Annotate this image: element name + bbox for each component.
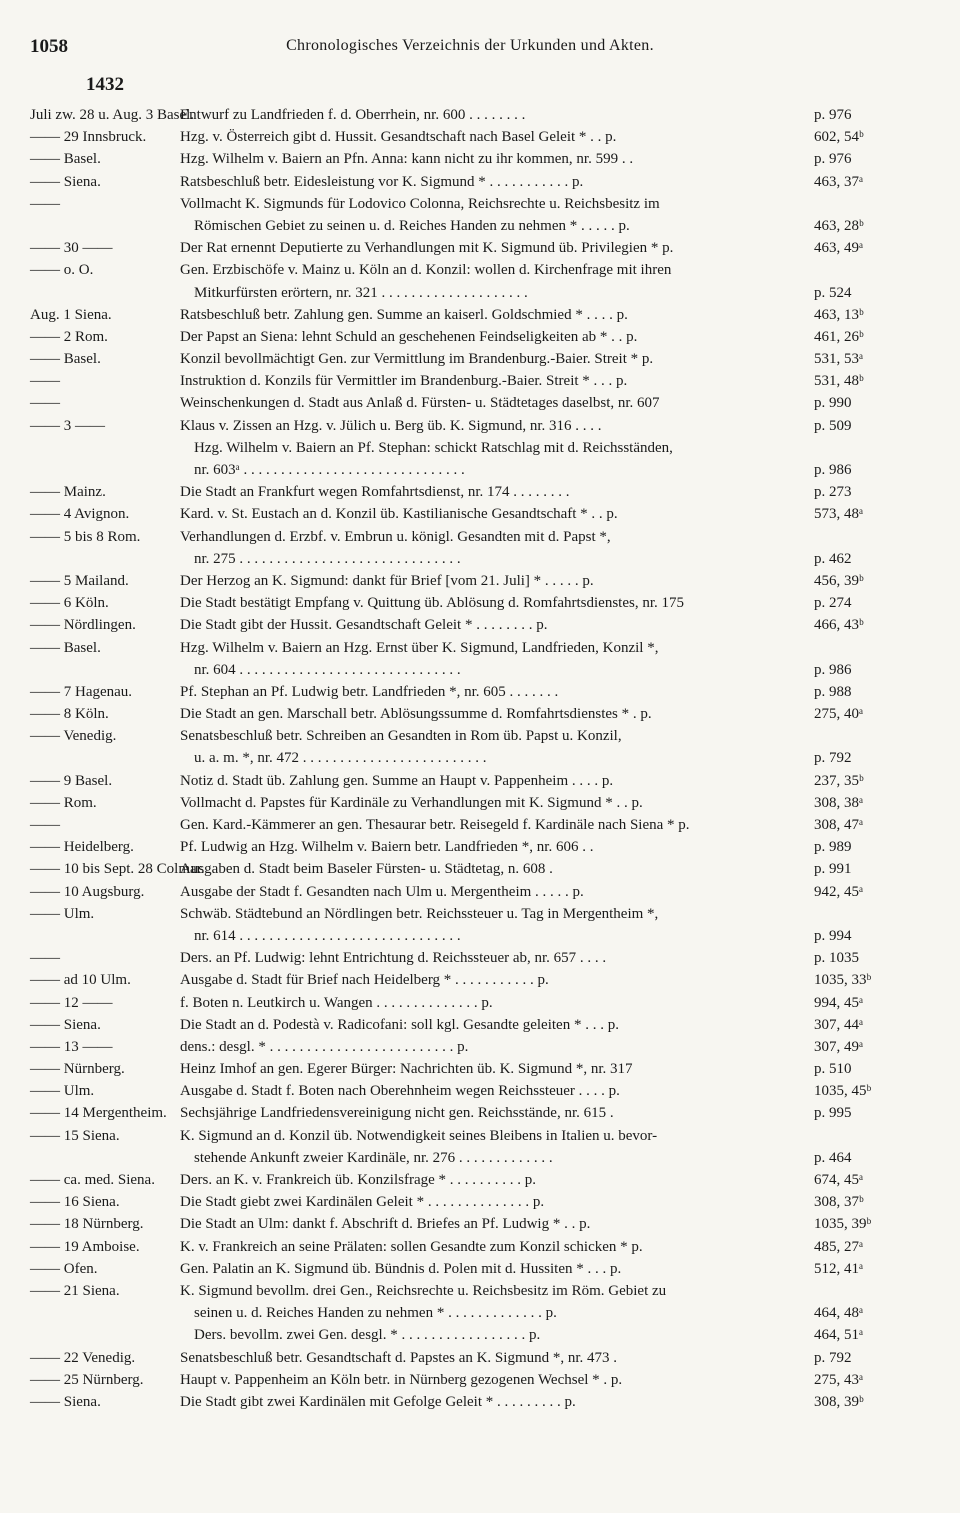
entry-text: Notiz d. Stadt üb. Zahlung gen. Summe an Haupt v. Pappenheim . . . . p. (180, 772, 614, 789)
entry-text: Pf. Stephan an Pf. Ludwig betr. Landfrieden *, nr. 605 . . . . . . . (180, 683, 559, 700)
list-item (30, 858, 910, 880)
list-item (30, 1236, 910, 1258)
entry-page-ref: 994, 45ᵃ (814, 994, 864, 1011)
entry-list (30, 104, 910, 1413)
entry-text: Hzg. Wilhelm v. Baiern an Pfn. Anna: kann nicht zu ihr kommen, nr. 599 . . (180, 151, 634, 168)
entry-text: Gen. Erzbischöfe v. Mainz u. Köln an d. Konzil: wollen d. Kirchenfrage mit ihren (180, 262, 672, 279)
entry-page-ref: 1035, 39ᵇ (814, 1216, 872, 1233)
list-item (30, 1080, 910, 1102)
entry-page-ref: p. 273 (814, 484, 852, 501)
entry-date-place: —— Siena. (30, 1016, 101, 1033)
list-item (30, 659, 910, 681)
entry-page-ref: 674, 45ᵃ (814, 1172, 864, 1188)
list-item (30, 459, 910, 481)
entry-text: K. v. Frankreich an seine Prälaten: sollen Gesandte zum Konzil schicken * p. (180, 1238, 643, 1255)
entry-text: u. a. m. *, nr. 472 . . . . . . . . . . . . . . . . . . . . . . . . . (194, 750, 487, 767)
entry-page-ref: p. 524 (814, 284, 852, 301)
entry-page-ref: p. 995 (814, 1105, 852, 1122)
entry-date-place: —— Ulm. (30, 905, 95, 922)
entry-date-place: —— Ofen. (30, 1260, 98, 1277)
entry-page-ref: 464, 48ᵃ (814, 1305, 864, 1322)
entry-page-ref: 461, 26ᵇ (814, 328, 864, 345)
entry-page-ref: 463, 37ᵃ (814, 173, 864, 190)
entry-date-place (30, 1324, 180, 1346)
entry-page-ref: 275, 43ᵃ (814, 1371, 864, 1388)
entry-page-ref: 275, 40ᵃ (814, 706, 864, 723)
entry-date-place: —— 22 Venedig. (30, 1349, 136, 1366)
entry-text: K. Sigmund an d. Konzil üb. Notwendigkeit seines Bleibens in Italien u. bevor- (180, 1127, 658, 1144)
list-item (30, 193, 910, 215)
entry-page-ref: 308, 47ᵃ (814, 817, 864, 833)
entry-date-place: —— ca. med. Siena. (30, 1172, 155, 1188)
entry-page-ref: 512, 41ᵃ (814, 1260, 864, 1277)
entry-page-ref: 463, 49ᵃ (814, 240, 864, 257)
entry-text: f. Boten n. Leutkirch u. Wangen . . . . . . . . . . . . . . p. (180, 994, 493, 1011)
list-item (30, 1125, 910, 1147)
entry-page-ref: 308, 39ᵇ (814, 1393, 864, 1410)
entry-text: Schwäb. Städtebund an Nördlingen betr. Reichssteuer u. Tag in Mergentheim *, (180, 905, 659, 922)
entry-date-place: Juli zw. 28 u. Aug. 3 Basel. (30, 107, 195, 123)
entry-date-place: —— Siena. (30, 1393, 101, 1410)
entry-text: stehende Ankunft zweier Kardinäle, nr. 276 . . . . . . . . . . . . . (194, 1149, 553, 1166)
entry-text: Ausgabe d. Stadt für Brief nach Heidelberg * . . . . . . . . . . . p. (180, 972, 549, 989)
list-item (30, 548, 910, 570)
entry-text: Hzg. Wilhelm v. Baiern an Hzg. Ernst über K. Sigmund, Landfrieden, Konzil *, (180, 639, 659, 656)
entry-text: dens.: desgl. * . . . . . . . . . . . . . . . . . . . . . . . . . p. (180, 1038, 469, 1055)
entry-page-ref (814, 1280, 910, 1302)
list-item (30, 881, 910, 903)
entry-text: nr. 275 . . . . . . . . . . . . . . . . . . . . . . . . . . . . . . (194, 550, 461, 567)
entry-date-place: —— 10 bis Sept. 28 Colmar. (30, 861, 205, 878)
entry-date-place: —— Nördlingen. (30, 617, 136, 634)
list-item (30, 814, 910, 836)
entry-page-ref: p. 509 (814, 417, 852, 434)
entry-text: Verhandlungen d. Erzbf. v. Embrun u. königl. Gesandten mit d. Papst *, (180, 528, 611, 545)
list-item (30, 1058, 910, 1080)
entry-text: Der Papst an Siena: lehnt Schuld an geschehenen Feindseligkeiten ab * . . p. (180, 328, 638, 345)
list-item (30, 259, 910, 281)
entry-date-place (30, 282, 180, 304)
entry-page-ref: 942, 45ᵃ (814, 883, 864, 900)
entry-page-ref (814, 526, 910, 548)
entry-page-ref: p. 792 (814, 750, 852, 767)
entry-date-place: —— (30, 195, 60, 212)
list-item (30, 1302, 910, 1324)
entry-text: Senatsbeschluß betr. Schreiben an Gesandten in Rom üb. Papst u. Konzil, (180, 728, 622, 745)
list-item (30, 126, 910, 148)
entry-date-place: —— 9 Basel. (30, 772, 113, 789)
entry-page-ref: p. 464 (814, 1149, 852, 1166)
list-item (30, 570, 910, 592)
entry-page-ref: 463, 13ᵇ (814, 306, 864, 323)
entry-text: Hzg. Wilhelm v. Baiern an Pf. Stephan: schickt Ratschlag mit d. Reichsständen, (194, 439, 673, 456)
list-item (30, 925, 910, 947)
entry-text: Die Stadt an d. Podestà v. Radicofani: soll kgl. Gesandte geleiten * . . . p. (180, 1016, 619, 1033)
entry-date-place: —— 30 —— (30, 240, 113, 257)
entry-text: Der Herzog an K. Sigmund: dankt für Brief [vom 21. Juli] * . . . . . p. (180, 572, 594, 589)
entry-page-ref (814, 903, 910, 925)
entry-text: Die Stadt an gen. Marschall betr. Ablösungssumme d. Romfahrtsdienstes * . p. (180, 706, 652, 723)
list-item (30, 1014, 910, 1036)
list-item (30, 437, 910, 459)
list-item (30, 415, 910, 437)
entry-text: Die Stadt gibt zwei Kardinälen mit Gefolge Geleit * . . . . . . . . . p. (180, 1393, 576, 1410)
entry-text: Mitkurfürsten erörtern, nr. 321 . . . . . . . . . . . . . . . . . . . . (194, 284, 528, 301)
entry-page-ref: p. 989 (814, 839, 852, 856)
list-item (30, 747, 910, 769)
list-item (30, 282, 910, 304)
entry-page-ref: 307, 49ᵃ (814, 1038, 864, 1055)
entry-text: Ders. bevollm. zwei Gen. desgl. * . . . . . . . . . . . . . . . . . p. (194, 1327, 541, 1344)
entry-page-ref: 307, 44ᵃ (814, 1016, 864, 1033)
list-item (30, 392, 910, 414)
list-item (30, 614, 910, 636)
list-item (30, 1102, 910, 1124)
entry-date-place: —— (30, 817, 60, 833)
list-item (30, 1147, 910, 1169)
list-item (30, 1169, 910, 1191)
entry-text: Ausgabe d. Stadt f. Boten nach Oberehnheim wegen Reichssteuer . . . . p. (180, 1083, 620, 1100)
entry-date-place: —— 14 Mergentheim. (30, 1105, 167, 1122)
entry-date-place: —— Basel. (30, 351, 101, 368)
entry-page-ref (814, 1125, 910, 1147)
entry-page-ref: p. 976 (814, 151, 852, 168)
entry-text: seinen u. d. Reiches Handen zu nehmen * . . . . . . . . . . . . . p. (194, 1305, 557, 1322)
entry-page-ref: 602, 54ᵇ (814, 129, 864, 146)
list-item (30, 1191, 910, 1213)
entry-page-ref: p. 976 (814, 107, 852, 123)
entry-text: Die Stadt an Frankfurt wegen Romfahrtsdienst, nr. 174 . . . . . . . . (180, 484, 570, 501)
entry-date-place: —— 29 Innsbruck. (30, 129, 147, 146)
entry-date-place: —— 3 —— (30, 417, 105, 434)
entry-date-place: —— 21 Siena. (30, 1282, 120, 1299)
entry-text: Römischen Gebiet zu seinen u. d. Reiches Handen zu nehmen * . . . . . p. (194, 217, 630, 234)
entry-page-ref (814, 637, 910, 659)
entry-page-ref: p. 991 (814, 861, 852, 878)
entry-date-place (30, 747, 180, 769)
entry-page-ref: 463, 28ᵇ (814, 217, 864, 234)
entry-text: Konzil bevollmächtigt Gen. zur Vermittlung im Brandenburg.-Baier. Streit * p. (180, 351, 654, 368)
entry-date-place: —— (30, 395, 60, 412)
entry-date-place: —— Venedig. (30, 728, 117, 745)
entry-date-place: —— (30, 950, 60, 967)
entry-page-ref: 464, 51ᵃ (814, 1327, 864, 1344)
entry-page-ref: 308, 38ᵃ (814, 794, 864, 811)
entry-page-ref: 1035, 33ᵇ (814, 972, 872, 989)
list-item (30, 1324, 910, 1346)
entry-date-place: —— 16 Siena. (30, 1194, 120, 1211)
page-number: 1058 (30, 36, 68, 57)
entry-date-place (30, 925, 180, 947)
entry-date-place: —— 6 Köln. (30, 595, 109, 612)
entry-date-place: —— 5 Mailand. (30, 572, 129, 589)
list-item (30, 481, 910, 503)
list-item (30, 637, 910, 659)
list-item (30, 1036, 910, 1058)
list-item (30, 681, 910, 703)
list-item (30, 969, 910, 991)
entry-date-place: —— Siena. (30, 173, 101, 190)
entry-page-ref: p. 988 (814, 683, 852, 700)
list-item (30, 215, 910, 237)
entry-text: nr. 614 . . . . . . . . . . . . . . . . . . . . . . . . . . . . . . (194, 927, 461, 944)
entry-text: Ratsbeschluß betr. Eidesleistung vor K. Sigmund * . . . . . . . . . . . p. (180, 173, 584, 190)
entry-text: Ders. an Pf. Ludwig: lehnt Entrichtung d. Reichssteuer ab, nr. 657 . . . . (180, 950, 607, 967)
entry-text: Weinschenkungen d. Stadt aus Anlaß d. Fürsten- u. Städtetages daselbst, nr. 607 (180, 395, 660, 412)
entry-page-ref: 573, 48ᵃ (814, 506, 864, 523)
entry-date-place: —— Mainz. (30, 484, 106, 501)
entry-date-place: —— 19 Amboise. (30, 1238, 140, 1255)
list-item (30, 304, 910, 326)
entry-text: Die Stadt giebt zwei Kardinälen Geleit * . . . . . . . . . . . . . . p. (180, 1194, 545, 1211)
entry-page-ref (814, 193, 910, 215)
entry-date-place: —— 15 Siena. (30, 1127, 120, 1144)
entry-page-ref (814, 725, 910, 747)
entry-page-ref (814, 259, 910, 281)
list-item (30, 947, 910, 969)
list-item (30, 1213, 910, 1235)
entry-date-place (30, 459, 180, 481)
entry-date-place: Aug. 1 Siena. (30, 306, 112, 323)
entry-date-place (30, 659, 180, 681)
entry-page-ref: p. 986 (814, 462, 852, 478)
entry-date-place: —— ad 10 Ulm. (30, 972, 131, 989)
entry-text: nr. 604 . . . . . . . . . . . . . . . . . . . . . . . . . . . . . . (194, 661, 461, 678)
entry-date-place: —— 4 Avignon. (30, 506, 130, 523)
entry-text: Gen. Palatin an K. Sigmund üb. Bündnis d. Polen mit d. Hussiten * . . . p. (180, 1260, 622, 1277)
entry-text: Die Stadt an Ulm: dankt f. Abschrift d. Briefes an Pf. Ludwig * . . p. (180, 1216, 591, 1233)
entry-date-place: —— o. O. (30, 262, 94, 279)
list-item (30, 1347, 910, 1369)
list-item (30, 770, 910, 792)
entry-page-ref: p. 792 (814, 1349, 852, 1366)
entry-text: Instruktion d. Konzils für Vermittler im Brandenburg.-Baier. Streit * . . . p. (180, 373, 628, 390)
list-item (30, 348, 910, 370)
list-item (30, 792, 910, 814)
entry-page-ref: 531, 53ᵃ (814, 351, 864, 368)
entry-text: Gen. Kard.-Kämmerer an gen. Thesaurar betr. Reisegeld f. Kardinäle nach Siena * p. (180, 817, 690, 833)
entry-text: Sechsjährige Landfriedensvereinigung nicht gen. Reichsstände, nr. 615 . (180, 1105, 614, 1122)
list-item (30, 370, 910, 392)
entry-text: Vollmacht K. Sigmunds für Lodovico Colonna, Reichsrechte u. Reichsbesitz im (180, 195, 660, 212)
entry-page-ref: p. 462 (814, 550, 852, 567)
entry-date-place: —— Ulm. (30, 1083, 95, 1100)
entry-page-ref (814, 437, 910, 459)
entry-date-place: —— 5 bis 8 Rom. (30, 528, 141, 545)
entry-text: Haupt v. Pappenheim an Köln betr. in Nürnberg gezogenen Wechsel * . p. (180, 1371, 623, 1388)
entry-text: Heinz Imhof an gen. Egerer Bürger: Nachrichten üb. K. Sigmund *, nr. 317 (180, 1061, 633, 1078)
list-item (30, 592, 910, 614)
list-item (30, 992, 910, 1014)
list-item (30, 171, 910, 193)
entry-date-place: —— 2 Rom. (30, 328, 108, 345)
entry-page-ref: p. 274 (814, 595, 852, 612)
entry-page-ref: p. 1035 (814, 950, 859, 967)
entry-text: Senatsbeschluß betr. Gesandtschaft d. Papstes an K. Sigmund *, nr. 473 . (180, 1349, 618, 1366)
entry-date-place: —— Nürnberg. (30, 1061, 125, 1078)
running-title: Chronologisches Verzeichnis der Urkunden und Akten. (286, 37, 654, 54)
entry-text: Vollmacht d. Papstes für Kardinäle zu Verhandlungen mit K. Sigmund * . . p. (180, 794, 643, 811)
list-item (30, 503, 910, 525)
list-item (30, 903, 910, 925)
entry-text: Der Rat ernennt Deputierte zu Verhandlungen mit K. Sigmund üb. Privilegien * p. (180, 240, 674, 257)
list-item (30, 725, 910, 747)
entry-text: Die Stadt bestätigt Empfang v. Quittung üb. Ablösung d. Romfahrtsdienstes, nr. 175 (180, 595, 684, 612)
list-item (30, 1391, 910, 1413)
entry-date-place: —— Basel. (30, 151, 101, 168)
entry-text: Pf. Ludwig an Hzg. Wilhelm v. Baiern betr. Landfrieden *, nr. 606 . . (180, 839, 594, 856)
entry-date-place: —— Heidelberg. (30, 839, 134, 856)
list-item (30, 237, 910, 259)
entry-text: Die Stadt gibt der Hussit. Gesandtschaft Geleit * . . . . . . . . p. (180, 617, 548, 634)
entry-text: nr. 603ᵃ . . . . . . . . . . . . . . . . . . . . . . . . . . . . . . (194, 462, 465, 478)
entry-page-ref: 485, 27ᵃ (814, 1238, 864, 1255)
entry-date-place: —— 8 Köln. (30, 706, 109, 723)
entry-page-ref: 1035, 45ᵇ (814, 1083, 872, 1100)
entry-page-ref: 531, 48ᵇ (814, 373, 864, 390)
entry-page-ref: p. 990 (814, 395, 852, 412)
entry-date-place: —— 10 Augsburg. (30, 883, 145, 900)
entry-date-place (30, 548, 180, 570)
year-heading: 1432 (86, 74, 124, 95)
entry-date-place (30, 1147, 180, 1169)
entry-page-ref: 237, 35ᵇ (814, 772, 864, 789)
entry-text: Entwurf zu Landfrieden f. d. Oberrhein, nr. 600 . . . . . . . . (180, 107, 526, 123)
entry-text: Klaus v. Zissen an Hzg. v. Jülich u. Berg üb. K. Sigmund, nr. 316 . . . . (180, 417, 602, 434)
entry-page-ref: 308, 37ᵇ (814, 1194, 864, 1211)
list-item (30, 326, 910, 348)
entry-text: Kard. v. St. Eustach an d. Konzil üb. Kastilianische Gesandtschaft * . . p. (180, 506, 618, 523)
entry-page-ref: p. 994 (814, 927, 852, 944)
list-item (30, 1258, 910, 1280)
entry-text: Ausgabe der Stadt f. Gesandten nach Ulm u. Mergentheim . . . . . p. (180, 883, 584, 900)
entry-date-place: —— (30, 373, 60, 390)
entry-text: Hzg. v. Österreich gibt d. Hussit. Gesandtschaft nach Basel Geleit * . . p. (180, 129, 617, 146)
entry-page-ref: p. 986 (814, 661, 852, 678)
list-item (30, 703, 910, 725)
list-item (30, 104, 910, 126)
entry-date-place: —— 7 Hagenau. (30, 683, 133, 700)
entry-date-place (30, 1302, 180, 1324)
entry-text: Ratsbeschluß betr. Zahlung gen. Summe an kaiserl. Goldschmied * . . . . p. (180, 306, 628, 323)
entry-page-ref: 456, 39ᵇ (814, 572, 864, 589)
list-item (30, 1280, 910, 1302)
list-item (30, 1369, 910, 1391)
entry-date-place (30, 215, 180, 237)
entry-page-ref: 466, 43ᵇ (814, 617, 864, 634)
entry-text: Ders. an K. v. Frankreich üb. Konzilsfrage * . . . . . . . . . . p. (180, 1172, 537, 1188)
entry-date-place (30, 437, 180, 459)
page-header (30, 36, 910, 60)
entry-text: K. Sigmund bevollm. drei Gen., Reichsrechte u. Reichsbesitz im Röm. Gebiet zu (180, 1282, 667, 1299)
entry-date-place: —— Rom. (30, 794, 97, 811)
list-item (30, 148, 910, 170)
entry-text: Ausgaben d. Stadt beim Baseler Fürsten- u. Städtetag, n. 608 . (180, 861, 553, 878)
entry-date-place: —— 25 Nürnberg. (30, 1371, 144, 1388)
entry-date-place: —— 12 —— (30, 994, 113, 1011)
list-item (30, 526, 910, 548)
entry-date-place: —— Basel. (30, 639, 101, 656)
entry-date-place: —— 18 Nürnberg. (30, 1216, 144, 1233)
list-item (30, 836, 910, 858)
entry-page-ref: p. 510 (814, 1061, 852, 1078)
entry-date-place: —— 13 —— (30, 1038, 113, 1055)
